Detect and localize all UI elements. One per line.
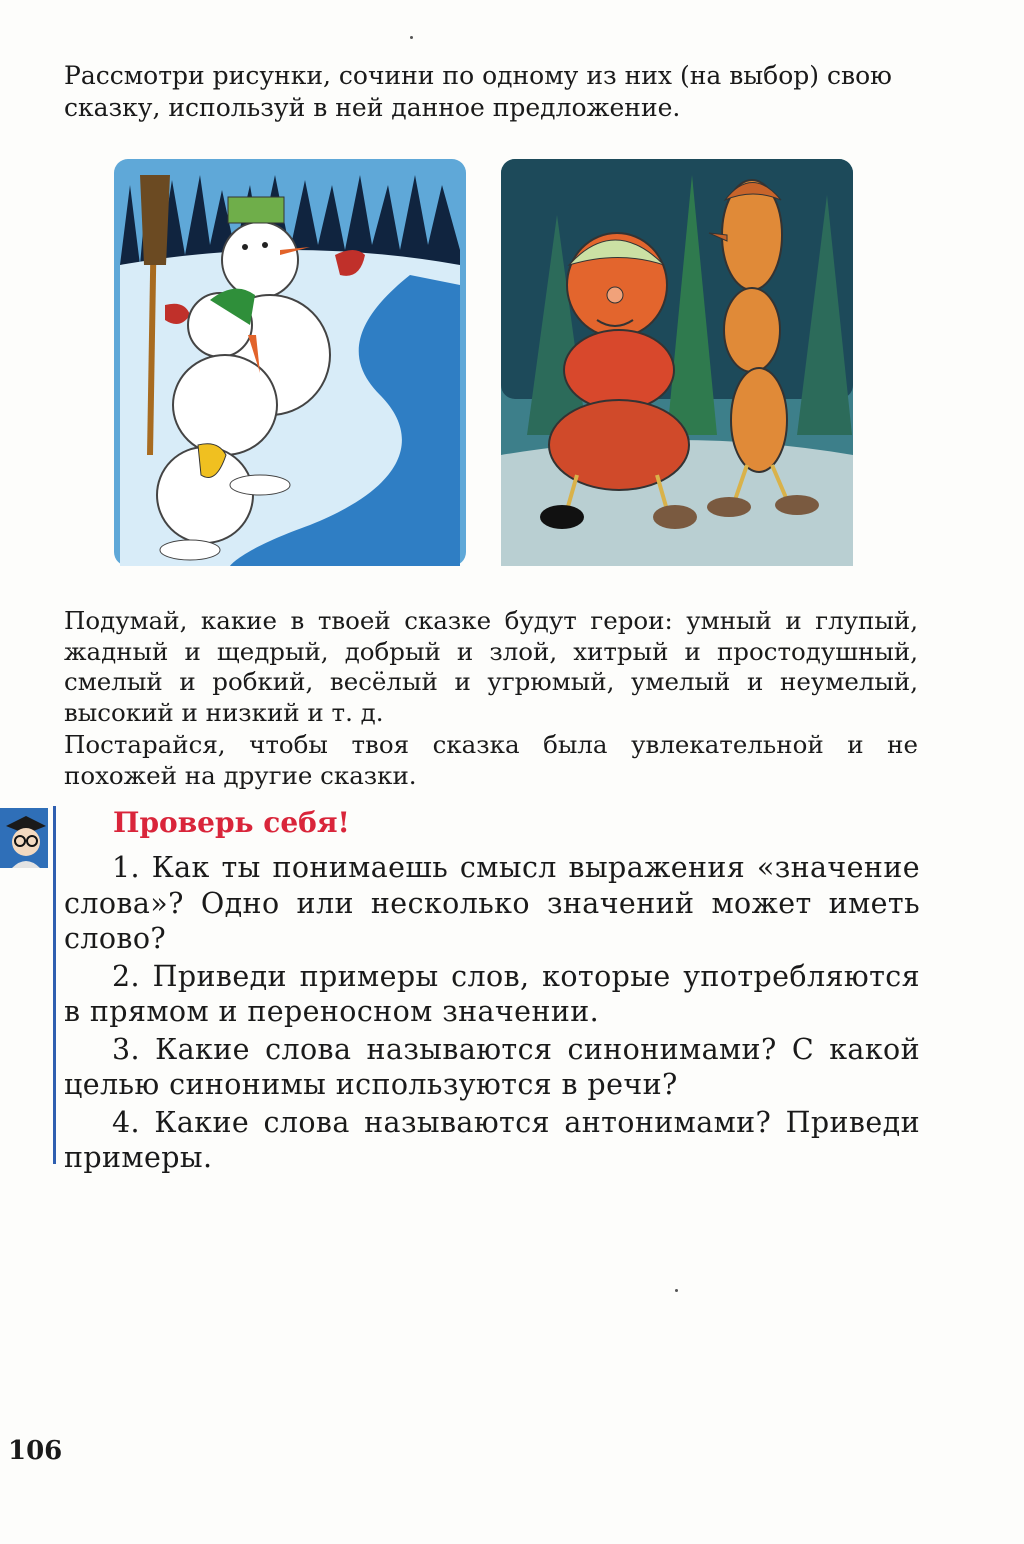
snowmen-illustration bbox=[110, 155, 470, 570]
questions-list bbox=[64, 850, 920, 1178]
intro-text: Рассмотри рисунки, сочини по одному из них (на выбор) свою сказку, используй в ней данное предложение. bbox=[64, 61, 892, 122]
question-item: 4. Какие слова называются антонимами? Приведи примеры. bbox=[64, 1105, 920, 1174]
acorn-figures-illustration bbox=[497, 155, 857, 570]
question-item: 3. Какие слова называются синонимами? С какой целью синонимы используются в речи? bbox=[64, 1032, 920, 1101]
question-item: 1. Как ты понимаешь смысл выражения «значение слова»? Одно или несколько значений может иметь слово? bbox=[64, 851, 920, 955]
print-speck bbox=[410, 36, 413, 39]
check-yourself-heading: Проверь себя! bbox=[113, 806, 350, 839]
page-number: 106 bbox=[8, 1436, 63, 1466]
section-side-bar bbox=[53, 806, 56, 1164]
student-mascot-icon bbox=[0, 808, 48, 868]
heroes-paragraph: Подумай, какие в твоей сказке будут герои: умный и глупый, жадный и щедрый, добрый и злой, хитрый и простодушный, смелый и робкий, весёлый и угрюмый, умелый и неумелый, высокий и низкий и т. д. bbox=[64, 606, 918, 727]
question-item: 2. Приведи примеры слов, которые употребляются в прямом и переносном значении. bbox=[64, 959, 920, 1028]
print-speck bbox=[675, 1289, 678, 1292]
advice-paragraph: Постарайся, чтобы твоя сказка была увлекательной и не похожей на другие сказки. bbox=[64, 730, 918, 790]
